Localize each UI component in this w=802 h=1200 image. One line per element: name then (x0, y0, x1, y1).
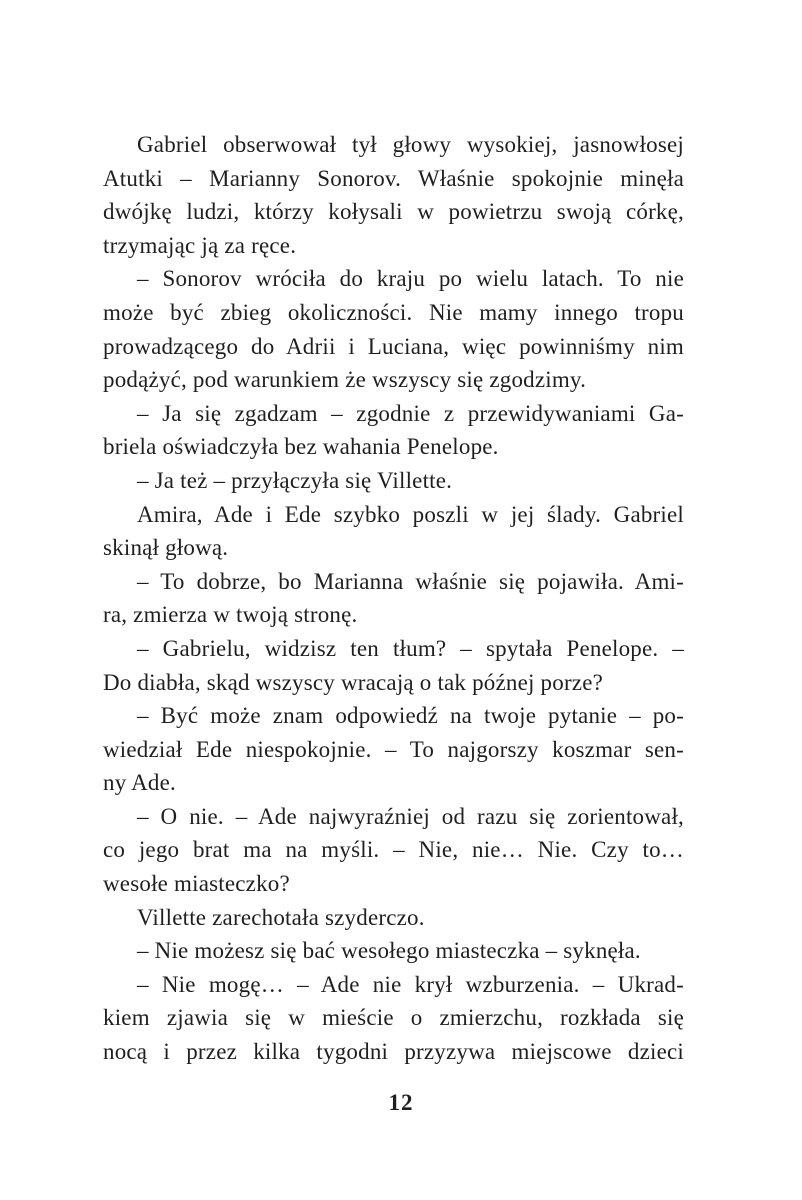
text-line: Amira, Ade i Ede szybko poszli w jej ślady. Gabriel (137, 501, 684, 527)
text-line: Atutki – Marianny Sonorov. Właśnie spokojnie minęła (103, 165, 684, 191)
text-line: Villette zarechotała szyderczo. (137, 904, 425, 930)
text-line: nocą i przez kilka tygodni przyzywa miejscowe dzieci (103, 1039, 684, 1065)
text-line: – Nie możesz się bać wesołego miasteczka – syknęła. (137, 938, 641, 964)
text-line: trzymając ją za ręce. (103, 232, 297, 258)
text-line: – Ja też – przyłączyła się Villette. (137, 467, 453, 493)
text-line: – Sonorov wróciła do kraju po wielu latach. To nie (137, 266, 684, 292)
text-line: – Nie mogę… – Ade nie krył wzburzenia. – Ukrad- (137, 971, 684, 997)
text-line: podążyć, pod warunkiem że wszyscy się zgodzimy. (103, 367, 587, 393)
text-line: co jego brat ma na myśli. – Nie, nie… Nie. Czy to… (103, 837, 684, 863)
text-line: może być zbieg okoliczności. Nie mamy innego tropu (103, 299, 684, 325)
text-line: – To dobrze, bo Marianna właśnie się pojawiła. Ami- (137, 568, 684, 594)
text-line: kiem zjawia się w mieście o zmierzchu, rozkłada się (103, 1005, 684, 1031)
text-line: ny Ade. (103, 770, 176, 796)
text-line: – Gabrielu, widzisz ten tłum? – spytała Penelope. – (137, 635, 684, 661)
text-line: skinął głową. (103, 535, 229, 561)
text-line: Gabriel obserwował tył głowy wysokiej, jasnowłosej (137, 132, 684, 157)
page-number: 12 (388, 1090, 414, 1115)
text-line: dwójkę ludzi, którzy kołysali w powietrzu swoją córkę, (103, 199, 684, 225)
text-line: briela oświadczyła bez wahania Penelope. (103, 434, 499, 460)
text-line: prowadzącego do Adrii i Luciana, więc powinniśmy nim (103, 333, 684, 359)
text-block (103, 128, 684, 1069)
text-line: wesołe miasteczko? (103, 871, 290, 897)
text-line: – O nie. – Ade najwyraźniej od razu się zorientował, (137, 803, 684, 829)
text-line: – Być może znam odpowiedź na twoje pytanie – po- (137, 703, 684, 729)
text-line: wiedział Ede niespokojnie. – To najgorszy koszmar sen- (103, 736, 684, 762)
text-line: – Ja się zgadzam – zgodnie z przewidywaniami Ga- (137, 400, 684, 426)
text-line: Do diabła, skąd wszyscy wracają o tak późnej porze? (103, 669, 604, 695)
text-line: ra, zmierza w twoją stronę. (103, 602, 358, 628)
